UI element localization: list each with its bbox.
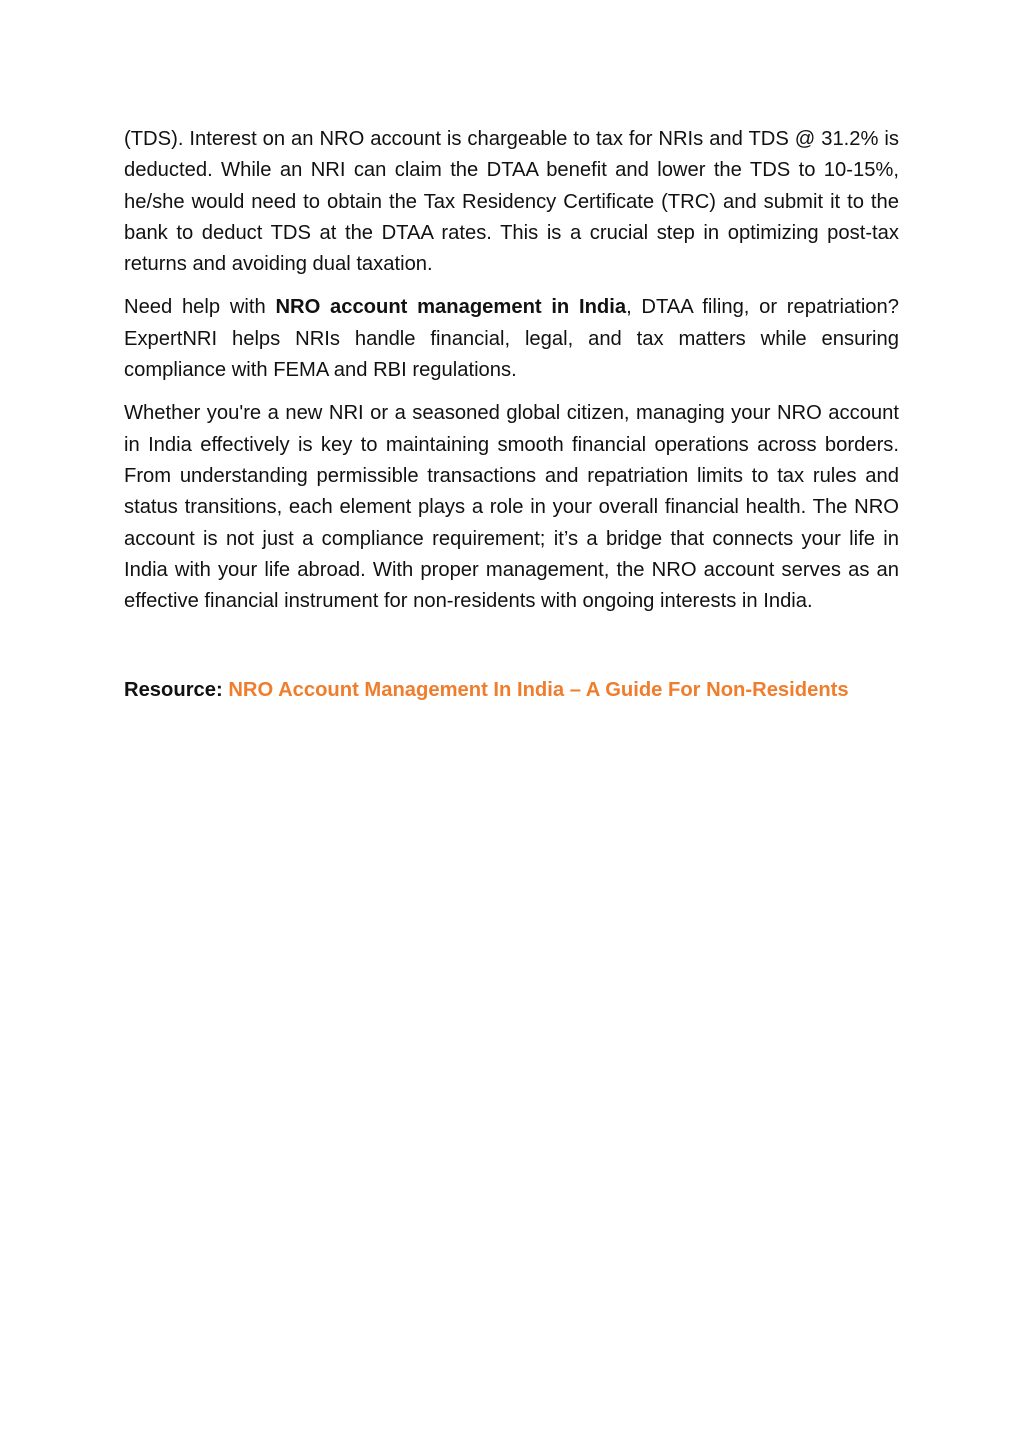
resource-link[interactable]: NRO Account Management In India – A Guide For Non-Residents (228, 679, 849, 702)
resource-line (124, 675, 899, 706)
paragraph-help (124, 292, 899, 386)
help-text-end: , DTAA filing, or repatriation? ExpertNRI helps NRIs handle financial, legal, and tax matters while ensuring compliance with FEMA and RBI regulations. (124, 296, 899, 382)
help-text-bold: NRO account management in India (275, 296, 627, 319)
help-text-start: Need help with (124, 296, 276, 319)
paragraph-tds: (TDS). Interest on an NRO account is chargeable to tax for NRIs and TDS @ 31.2% is deducted. While an NRI can claim the DTAA benefit and lower the TDS to 10-15%, he/she would need to obtain the Tax Residency Certificate (TRC) and submit it to the bank to deduct TDS at the DTAA rates. This is a crucial step in optimizing post-tax returns and avoiding dual taxation. (124, 128, 899, 276)
paragraph-summary: Whether you're a new NRI or a seasoned global citizen, managing your NRO account in India effectively is key to maintaining smooth financial operations across borders. From understanding permissible transactions and repatriation limits to tax rules and status transitions, each element plays a role in your overall financial health. The NRO account is not just a compliance requirement; it’s a bridge that connects your life in India with your life abroad. With proper management, the NRO account serves as an effective financial instrument for non-residents with ongoing interests in India. (124, 402, 899, 613)
resource-label: Resource: (124, 679, 223, 702)
document-body (124, 124, 899, 706)
